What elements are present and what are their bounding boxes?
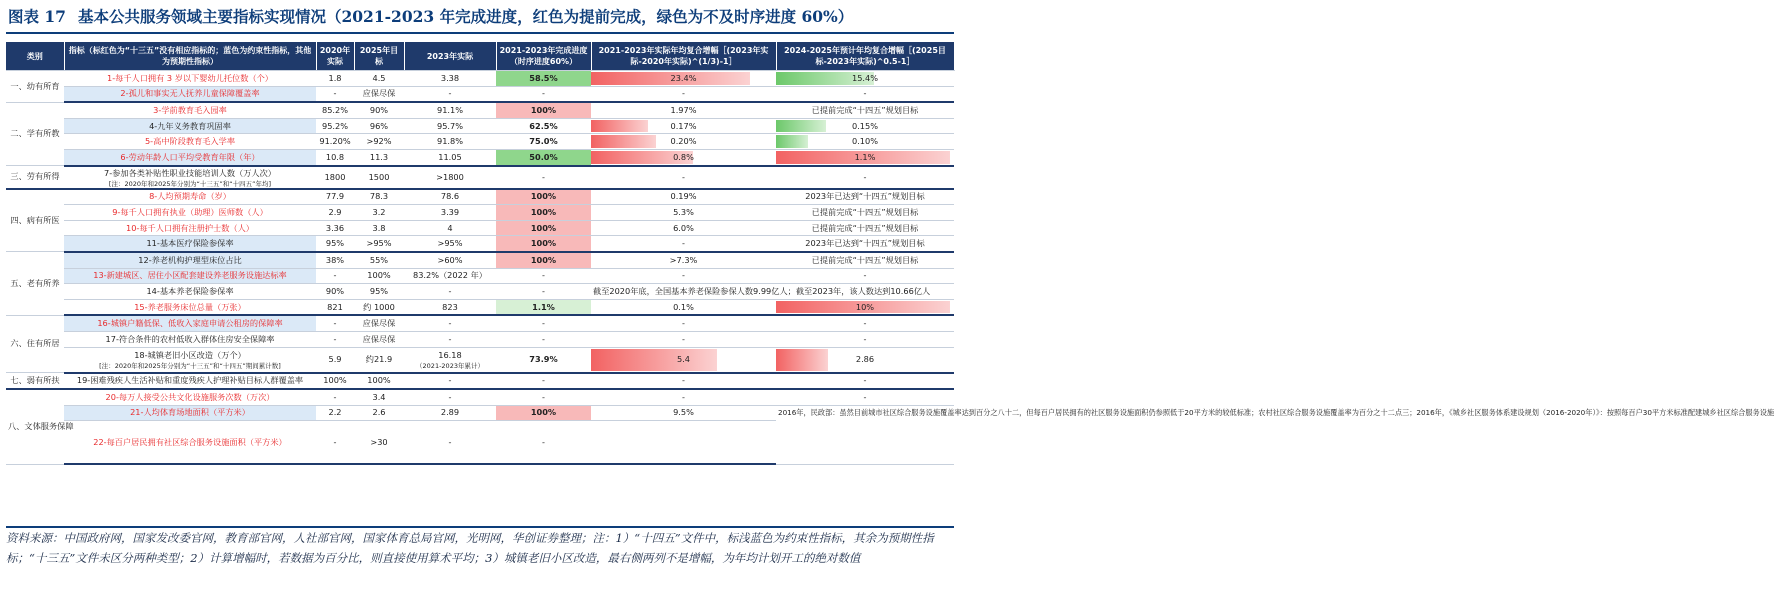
indicator-cell: [64, 118, 316, 134]
table-row: [6, 102, 954, 118]
target-2025: >92%: [354, 134, 404, 150]
need-value: 15.4%: [851, 72, 878, 83]
table-row: [6, 134, 954, 150]
value-2020: 91.20%: [316, 134, 354, 150]
indicator-label: 21-人均体育场地面积（平方米）: [130, 407, 250, 418]
indicator-cell: [64, 189, 316, 205]
need-cell: [776, 102, 954, 118]
category-cell: 五、老有所养: [6, 252, 64, 315]
cagr-cell: [591, 71, 776, 87]
value-2020: 90%: [316, 284, 354, 300]
target-2025: 100%: [354, 373, 404, 390]
value-2023: [404, 166, 496, 189]
header-need: 2024-2025年预计年均复合增幅［(2025目标-2023年实际)^0.5-1］: [776, 42, 954, 71]
value-2020: -: [316, 86, 354, 102]
cagr-value: -: [682, 171, 685, 182]
value-2023: [404, 189, 496, 205]
source-note: 资料来源：中国政府网，国家发改委官网，教育部官网，人社部官网，国家体育总局官网，光明网，华创证券整理；注：1）“十四五”文件中，标浅蓝色为约束性指标，其余为预期性指标；“十三五”文件未区分两种类型；2）计算增幅时，若数据为百分比，则直接使用算术平均；3）城镇老旧小区改造，最右侧两列不是增幅，为年均计划开工的绝对数值: [6, 531, 934, 565]
value-2023-text: 4: [447, 222, 453, 233]
indicator-label: 6-劳动年龄人口平均受教育年限（年）: [120, 151, 260, 162]
cagr-value: -: [682, 88, 685, 99]
figure-title: [8, 4, 952, 30]
need-bar: [776, 349, 828, 371]
indicator-label: 14-基本养老保险参保率: [146, 285, 234, 296]
target-2025: 3.8: [354, 220, 404, 236]
cagr-cell: [591, 299, 776, 315]
target-2025: 55%: [354, 252, 404, 268]
value-2023-text: 91.8%: [436, 136, 463, 147]
cagr-note-cell: 截至2020年底，全国基本养老保险参保人数9.99亿人；截至2023年，该人数达到10.66亿人: [591, 284, 954, 300]
cagr-cell: -: [591, 389, 776, 405]
need-cell: [776, 205, 954, 221]
cagr-cell: [591, 118, 776, 134]
value-2023-text: -: [448, 391, 452, 402]
cagr-value: 5.4: [676, 354, 691, 364]
value-2020: 10.8: [316, 149, 354, 165]
progress-cell: 100%: [496, 405, 591, 421]
need-value: -: [863, 318, 867, 329]
header-cagr: 2021-2023年实际年均复合增幅［(2023年实际-2020年实际)^(1/3)-1］: [591, 42, 776, 71]
figure-title-text: 基本公共服务领域主要指标实现情况（2021-2023 年完成进度，红色为提前完成，绿色为不及时序进度 60%）: [77, 7, 854, 26]
table-row: [6, 299, 954, 315]
indicator-label: 2-孤儿和事实无人抚养儿童保障覆盖率: [120, 88, 260, 99]
cagr-value: 0.19%: [670, 191, 697, 202]
target-2025: >95%: [354, 236, 404, 252]
indicator-label: 3-学前教育毛入园率: [153, 104, 227, 115]
target-2025: 3.4: [354, 389, 404, 405]
need-value: 2023年已达到“十四五”规划目标: [805, 238, 925, 249]
cagr-value: 5.3%: [673, 206, 694, 217]
value-2023: [404, 315, 496, 331]
indicator-label: 1-每千人口拥有 3 岁以下婴幼儿托位数（个）: [107, 72, 273, 83]
indicator-label: 19-困难残疾人生活补贴和重度残疾人护理补贴目标人群覆盖率: [76, 375, 304, 386]
value-2023: [404, 373, 496, 390]
value-2023-text: -: [448, 88, 452, 99]
category-cell: 二、学有所教: [6, 102, 64, 165]
value-2020: -: [316, 331, 354, 347]
table-row: [6, 389, 954, 405]
target-2025: 95%: [354, 284, 404, 300]
value-2020: 5.9: [316, 347, 354, 373]
need-cell: [776, 86, 954, 102]
value-2023-text: 91.1%: [436, 104, 463, 115]
indicator-cell: [64, 421, 316, 465]
value-2023-text: -: [448, 436, 452, 447]
target-2025: 11.3: [354, 149, 404, 165]
table-row: [6, 405, 954, 421]
target-2025: 应保尽保: [354, 315, 404, 331]
value-2020: -: [316, 315, 354, 331]
progress-cell: 50.0%: [496, 149, 591, 165]
cagr-value: 0.17%: [670, 120, 697, 131]
progress-cell: 100%: [496, 102, 591, 118]
value-2023-text: -: [448, 318, 452, 329]
need-value: 已提前完成“十四五”规划目标: [811, 222, 919, 233]
cagr-cell: [591, 149, 776, 165]
value-2023-text: 11.05: [438, 151, 462, 162]
cagr-bar: [591, 120, 648, 133]
value-2023: [404, 347, 496, 373]
need-value: -: [863, 88, 867, 99]
target-2025: 应保尽保: [354, 86, 404, 102]
value-2023: [404, 331, 496, 347]
indicator-note: [注：2020年和2025年分别为“十三五”和“十四五”期间累计数]: [99, 362, 281, 370]
indicator-cell: [64, 331, 316, 347]
need-bar: [776, 135, 808, 148]
cagr-cell: [591, 86, 776, 102]
value-2023-text: 3.39: [440, 206, 460, 217]
cagr-cell: [591, 134, 776, 150]
progress-cell: -: [496, 268, 591, 284]
value-2020: 1800: [316, 166, 354, 189]
value-2023: [404, 299, 496, 315]
cagr-value: -: [682, 375, 685, 386]
indicator-cell: [64, 284, 316, 300]
indicator-cell: [64, 149, 316, 165]
progress-cell: -: [496, 389, 591, 405]
cagr-value: -: [682, 333, 685, 344]
indicator-label: 10-每千人口拥有注册护士数（人）: [126, 222, 254, 233]
need-value: 1.1%: [854, 151, 876, 162]
header-2023: 2023年实际: [404, 42, 496, 71]
cagr-value: 23.4%: [670, 72, 697, 83]
value-2023: [404, 102, 496, 118]
cagr-cell: 9.5%: [591, 405, 776, 421]
progress-cell: -: [496, 421, 591, 465]
header-indicator: 指标（标红色为“十三五”没有相应指标的；蓝色为约束性指标，其他为预期性指标）: [64, 42, 316, 71]
target-2025: 78.3: [354, 189, 404, 205]
table-row: [6, 166, 954, 189]
progress-cell: 58.5%: [496, 71, 591, 87]
need-cell: [776, 252, 954, 268]
value-2023-text: -: [448, 375, 452, 386]
value-2023-text: 2.89: [440, 407, 460, 418]
cagr-value: 1.97%: [670, 104, 697, 115]
policy-text: 2016年，民政部：虽然目前城市社区综合服务设施覆盖率达到百分之八十二，但每百户居民拥有的社区服务设施面积仍参照低于20平方米的较低标准；农村社区综合服务设施覆盖率为百分之十二点三；2016年，《城乡社区服务体系建设规划（2016-2020年）》：按照每百户30平方米标准配建城乡社区综合服务设施: [778, 407, 1774, 417]
need-cell: [776, 189, 954, 205]
indicator-cell: [64, 373, 316, 390]
value-2023: [404, 389, 496, 405]
cagr-cell: [591, 331, 776, 347]
cagr-cell: [591, 373, 776, 390]
cagr-cell: [591, 189, 776, 205]
table-row: [6, 284, 954, 300]
value-2023: [404, 118, 496, 134]
policy-textbox: [776, 405, 1774, 464]
progress-cell: 62.5%: [496, 118, 591, 134]
category-cell: 三、劳有所得: [6, 166, 64, 189]
progress-cell: 100%: [496, 220, 591, 236]
need-cell: [776, 315, 954, 331]
indicator-label: 5-高中阶段教育毛入学率: [144, 136, 236, 147]
header-progress: 2021-2023年完成进度（时序进度60%）: [496, 42, 591, 71]
table-row: [6, 220, 954, 236]
indicator-cell: [64, 86, 316, 102]
indicator-label: 4-九年义务教育巩固率: [149, 120, 231, 131]
progress-cell: -: [496, 315, 591, 331]
header-category: 类别: [6, 42, 64, 71]
value-2023-text: 83.2%（2022 年）: [412, 270, 487, 281]
value-2020: -: [316, 389, 354, 405]
indicator-cell: [64, 268, 316, 284]
table-row: [6, 315, 954, 331]
cagr-cell: [591, 220, 776, 236]
value-2023-text: >95%: [437, 238, 463, 249]
table-row: [6, 205, 954, 221]
progress-cell: 75.0%: [496, 134, 591, 150]
indicator-cell: [64, 134, 316, 150]
value-2023: [404, 149, 496, 165]
need-value: 已提前完成“十四五”规划目标: [811, 206, 919, 217]
indicator-label: 16-城镇户籍低保、低收入家庭申请公租房的保障率: [97, 318, 283, 329]
header-2020: 2020年实际: [316, 42, 354, 71]
indicator-label: 17-符合条件的农村低收入群体住房安全保障率: [105, 333, 275, 344]
category-cell: 一、幼有所育: [6, 71, 64, 103]
cagr-value: 0.20%: [670, 136, 697, 147]
cagr-cell: [591, 205, 776, 221]
category-cell: 六、住有所居: [6, 315, 64, 372]
need-value: -: [863, 375, 867, 386]
need-value: -: [863, 333, 867, 344]
value-2023: [404, 236, 496, 252]
target-2025: >30: [354, 421, 404, 465]
indicator-label: 11-基本医疗保险参保率: [146, 238, 234, 249]
value-2020: 2.9: [316, 205, 354, 221]
indicator-table: [6, 42, 1774, 465]
value-2023-text: -: [448, 285, 452, 296]
need-cell: [776, 166, 954, 189]
value-2023: [404, 421, 496, 465]
table-row: [6, 347, 954, 373]
progress-cell: 100%: [496, 252, 591, 268]
cagr-value: -: [682, 270, 685, 281]
indicator-cell: [64, 220, 316, 236]
value-2023: [404, 252, 496, 268]
value-2023: [404, 86, 496, 102]
indicator-label: 22-每百户居民拥有社区综合服务设施面积（平方米）: [93, 436, 287, 447]
need-cell: [776, 71, 954, 87]
progress-cell: 100%: [496, 236, 591, 252]
figure-number: 图表 17: [8, 7, 66, 26]
value-2020: -: [316, 268, 354, 284]
value-2023-text: -: [448, 333, 452, 344]
table-row: [6, 149, 954, 165]
value-2023-text: 823: [442, 301, 458, 312]
cagr-value: -: [682, 318, 685, 329]
target-2025: 应保尽保: [354, 331, 404, 347]
value-2023: [404, 205, 496, 221]
need-cell: [776, 299, 954, 315]
target-2025: 4.5: [354, 71, 404, 87]
need-value: 0.15%: [851, 120, 878, 131]
target-2025: 2.6: [354, 405, 404, 421]
value-2020: 1.8: [316, 71, 354, 87]
cagr-cell: [591, 252, 776, 268]
need-cell: [776, 373, 954, 390]
table-row: [6, 268, 954, 284]
indicator-cell: [64, 252, 316, 268]
cagr-cell: [591, 421, 776, 465]
value-2023-text: 95.7%: [436, 120, 463, 131]
need-value: 2.86: [855, 354, 875, 364]
value-2023: [404, 268, 496, 284]
value-2020: 77.9: [316, 189, 354, 205]
table-row: [6, 189, 954, 205]
cagr-value: 6.0%: [673, 222, 694, 233]
indicator-label: 12-养老机构护理型床位占比: [138, 254, 242, 265]
need-value: 10%: [855, 301, 875, 312]
progress-cell: -: [496, 331, 591, 347]
cagr-value: 0.1%: [673, 301, 694, 312]
indicator-label: 20-每万人接受公共文化设施服务次数（万次）: [105, 391, 275, 402]
value-2023-note: （2021-2023年累计）: [416, 362, 484, 370]
need-cell: [776, 347, 954, 373]
title-rule: [6, 32, 954, 34]
value-2020: 821: [316, 299, 354, 315]
cagr-bar: [591, 135, 656, 148]
target-2025: 96%: [354, 118, 404, 134]
indicator-cell: [64, 405, 316, 421]
cagr-cell: [591, 102, 776, 118]
progress-cell: -: [496, 86, 591, 102]
indicator-label: 18-城镇老旧小区改造（万个）: [134, 350, 246, 360]
indicator-cell: [64, 299, 316, 315]
indicator-note: [注：2020年和2025年分别为“十三五”和“十四五”年均]: [108, 179, 272, 188]
progress-cell: 1.1%: [496, 299, 591, 315]
indicator-cell: [64, 71, 316, 87]
target-2025: 约21.9: [354, 347, 404, 373]
progress-cell: -: [496, 373, 591, 390]
table-row: [6, 86, 954, 102]
cagr-cell: [591, 236, 776, 252]
need-value: 2023年已达到“十四五”规划目标: [805, 191, 925, 202]
value-2020: 85.2%: [316, 102, 354, 118]
cagr-cell: [591, 166, 776, 189]
need-cell: [776, 118, 954, 134]
table-row: [6, 331, 954, 347]
indicator-label: 13-新建城区、居住小区配套建设养老服务设施达标率: [93, 270, 287, 281]
value-2023-text: >1800: [436, 171, 464, 182]
target-2025: 约 1000: [354, 299, 404, 315]
cagr-cell: [591, 268, 776, 284]
progress-cell: -: [496, 166, 591, 189]
indicator-cell: [64, 205, 316, 221]
category-cell: 七、弱有所扶: [6, 373, 64, 390]
need-cell: [776, 268, 954, 284]
cagr-value: 0.8%: [673, 151, 694, 162]
cagr-bar: [591, 349, 717, 371]
need-value: 0.10%: [851, 136, 878, 147]
value-2023: [404, 134, 496, 150]
indicator-label: 8-人均预期寿命（岁）: [149, 191, 231, 202]
category-cell: 四、病有所医: [6, 189, 64, 252]
indicator-label: 15-养老服务床位总量（万张）: [134, 301, 246, 312]
value-2020: 95.2%: [316, 118, 354, 134]
value-2023: [404, 71, 496, 87]
indicator-cell: [64, 102, 316, 118]
target-2025: 3.2: [354, 205, 404, 221]
value-2023-text: 3.38: [440, 72, 460, 83]
progress-cell: -: [496, 284, 591, 300]
target-2025: 90%: [354, 102, 404, 118]
table-row: [6, 252, 954, 268]
need-cell: [776, 236, 954, 252]
need-cell: [776, 149, 954, 165]
cagr-cell: [591, 347, 776, 373]
indicator-cell: [64, 166, 316, 189]
value-2023: [404, 284, 496, 300]
table-row: [6, 236, 954, 252]
need-value: -: [863, 270, 867, 281]
need-cell: [776, 331, 954, 347]
indicator-label: 7-参加各类补贴性职业技能培训人数（万人次）: [104, 167, 276, 178]
table-row: [6, 373, 954, 390]
value-2020: 3.36: [316, 220, 354, 236]
cagr-value: -: [682, 238, 685, 249]
need-cell: [776, 134, 954, 150]
value-2023: [404, 220, 496, 236]
indicator-cell: [64, 389, 316, 405]
indicator-cell: [64, 315, 316, 331]
value-2020: 100%: [316, 373, 354, 390]
target-2025: 1500: [354, 166, 404, 189]
value-2023-text: 78.6: [440, 191, 460, 202]
need-cell: -: [776, 389, 954, 405]
table-row: [6, 71, 954, 87]
need-bar: [776, 120, 826, 133]
progress-cell: 100%: [496, 205, 591, 221]
category-cell: 八、文体服务保障: [6, 389, 64, 464]
value-2023: [404, 405, 496, 421]
need-cell: [776, 220, 954, 236]
need-value: -: [863, 171, 867, 182]
table-row: [6, 118, 954, 134]
value-2020: 38%: [316, 252, 354, 268]
need-value: 已提前完成“十四五”规划目标: [811, 254, 919, 265]
cagr-cell: [591, 315, 776, 331]
indicator-label: 9-每千人口拥有执业（助理）医师数（人）: [112, 206, 268, 217]
indicator-cell: [64, 236, 316, 252]
value-2023-text: >60%: [437, 254, 463, 265]
header-2025: 2025年目标: [354, 42, 404, 71]
progress-cell: 73.9%: [496, 347, 591, 373]
value-2020: 95%: [316, 236, 354, 252]
value-2020: -: [316, 421, 354, 465]
indicator-cell: [64, 347, 316, 373]
header-row: [6, 42, 954, 71]
cagr-value: >7.3%: [669, 254, 698, 265]
value-2020: 2.2: [316, 405, 354, 421]
value-2023-text: 16.18: [438, 350, 462, 360]
progress-cell: 100%: [496, 189, 591, 205]
target-2025: 100%: [354, 268, 404, 284]
need-value: 已提前完成“十四五”规划目标: [811, 104, 919, 115]
